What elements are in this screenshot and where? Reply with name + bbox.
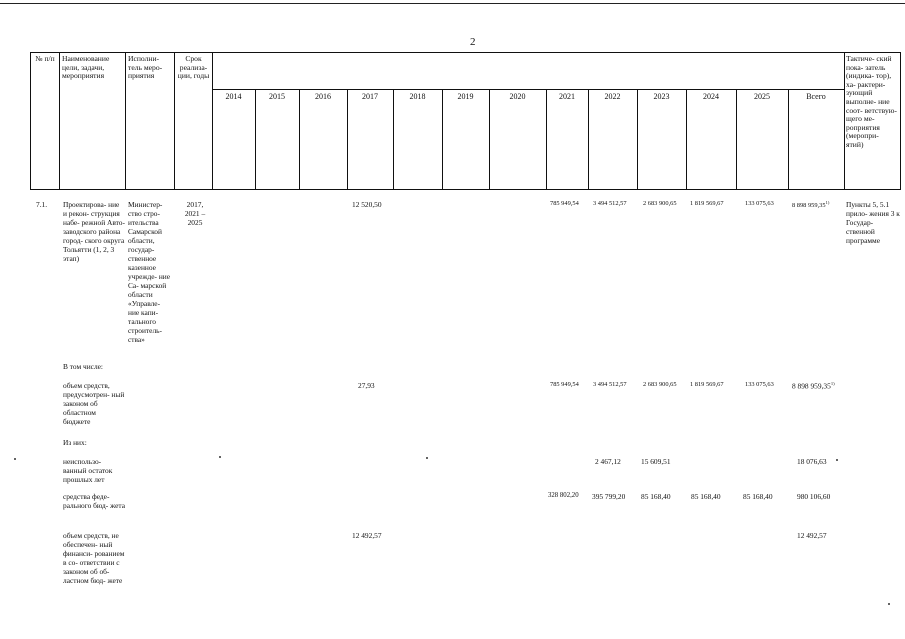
main-2024: 1 819 569,67 xyxy=(690,200,724,207)
federal-total: 980 106,60 xyxy=(797,492,831,501)
year-2017: 2017 xyxy=(362,92,378,101)
table-header-bottom xyxy=(30,189,901,190)
label-of-them: Из них: xyxy=(63,438,87,447)
year-2019: 2019 xyxy=(457,92,474,101)
scan-speck xyxy=(14,458,16,460)
federal-2025: 85 168,40 xyxy=(743,492,773,501)
table-divider xyxy=(125,52,126,190)
table-divider xyxy=(59,52,60,190)
year-2025: 2025 xyxy=(754,92,770,101)
header-executor: Исполни- тель меро- приятия xyxy=(128,54,163,81)
header-indicator: Тактиче- ский пока- затель (индика- тор), ха- рактери- зующий выполне- ние соот- ветствую- щего ме- роприятия (меропри- ятий) xyxy=(846,54,897,149)
federal-2022: 395 799,20 xyxy=(592,492,626,501)
year-2015: 2015 xyxy=(269,92,285,101)
row-number: 7.1. xyxy=(36,200,48,209)
unfunded-2017: 12 492,57 xyxy=(352,531,382,540)
scan-speck xyxy=(426,457,428,459)
unfunded-label: объем средств, не обеспечен- ный финанси- рованием в со- ответствии с законом об об- ластном бюд- жете xyxy=(63,531,125,585)
table-divider xyxy=(299,89,300,190)
year-2024: 2024 xyxy=(703,92,719,101)
main-2023: 2 683 900,65 xyxy=(643,200,677,207)
year-2014: 2014 xyxy=(225,92,242,101)
unused-total: 18 076,63 xyxy=(797,457,827,466)
unfunded-total: 12 492,57 xyxy=(797,531,827,540)
table-divider xyxy=(174,52,175,190)
year-2020: 2020 xyxy=(509,92,526,101)
year-2023: 2023 xyxy=(653,92,670,101)
year-2016: 2016 xyxy=(315,92,331,101)
table-divider xyxy=(637,89,638,190)
table-divider xyxy=(255,89,256,190)
federal-2023: 85 168,40 xyxy=(641,492,671,501)
year-2022: 2022 xyxy=(604,92,621,101)
scan-speck xyxy=(219,456,221,458)
footnote-mark: 1) xyxy=(830,381,835,386)
table-border-right xyxy=(900,52,901,190)
table-divider xyxy=(347,89,348,190)
federal-2024: 85 168,40 xyxy=(691,492,721,501)
unused-balance-label: неиспользо- ванный остаток прошлых лет xyxy=(63,457,113,484)
table-divider xyxy=(546,89,547,190)
page-number: 2 xyxy=(470,36,476,48)
header-name: Наименование цели, задачи, мероприятия xyxy=(62,54,110,81)
year-total: Всего xyxy=(806,92,826,101)
unused-2022: 2 467,12 xyxy=(595,457,621,466)
scan-speck xyxy=(888,603,890,605)
year-2018: 2018 xyxy=(409,92,426,101)
main-2021: 785 949,54 xyxy=(550,200,579,207)
measure-indicator: Пункты 5, 5.1 прило- жения 3 к Государ- ственной программе xyxy=(846,200,900,245)
measure-name: Проектирова- ние и рекон- струкция набе- режной Авто- заводского района город- ского округа Тольятти (1, 2, 3 этап) xyxy=(63,200,125,263)
table-divider xyxy=(393,89,394,190)
label-in-that-number: В том числе: xyxy=(63,362,103,371)
year-row-line xyxy=(212,89,844,90)
measure-term: 2017, 2021 – 2025 xyxy=(184,200,206,227)
table-border-left xyxy=(30,52,31,190)
top-rule xyxy=(0,3,905,4)
regional-2017: 27,93 xyxy=(358,381,375,390)
main-2025: 133 075,63 xyxy=(745,200,774,207)
regional-2024: 1 819 569,67 xyxy=(690,381,724,388)
regional-budget-label: объем средств, предусмотрен- ный законом об областном бюджете xyxy=(63,381,125,426)
federal-2021: 328 802,20 xyxy=(548,492,579,499)
header-term: Срок реализа- ции, годы xyxy=(177,54,210,81)
table-divider xyxy=(588,89,589,190)
federal-budget-label: средства феде- рального бюд- жета xyxy=(63,492,126,510)
table-divider xyxy=(788,89,789,190)
main-2022: 3 494 512,57 xyxy=(593,200,627,207)
footnote-mark: 1) xyxy=(825,200,830,205)
measure-executor: Министер- ство стро- ительства Самарской области, государ- ственное казенное учрежде- ние Са- марской области «Управле- ние капи- тального строитель- ства» xyxy=(128,200,171,344)
table-divider xyxy=(736,89,737,190)
regional-2021: 785 949,54 xyxy=(550,381,579,388)
header-number: № п/п xyxy=(35,54,55,63)
scan-speck xyxy=(836,459,838,461)
table-divider xyxy=(489,89,490,190)
regional-2023: 2 683 900,65 xyxy=(643,381,677,388)
regional-2025: 133 075,63 xyxy=(745,381,774,388)
regional-2022: 3 494 512,57 xyxy=(593,381,627,388)
regional-total: 8 898 959,35$^{1)}$ xyxy=(792,381,835,391)
unused-2023: 15 609,51 xyxy=(641,457,671,466)
main-total: 8 898 959,35$^{1)}$ xyxy=(792,200,830,210)
table-divider xyxy=(212,52,213,190)
main-2017: 12 520,50 xyxy=(352,200,382,209)
table-divider xyxy=(686,89,687,190)
table-border-top xyxy=(30,52,901,53)
table-divider xyxy=(844,52,845,190)
table-divider xyxy=(442,89,443,190)
year-2021: 2021 xyxy=(559,92,575,101)
